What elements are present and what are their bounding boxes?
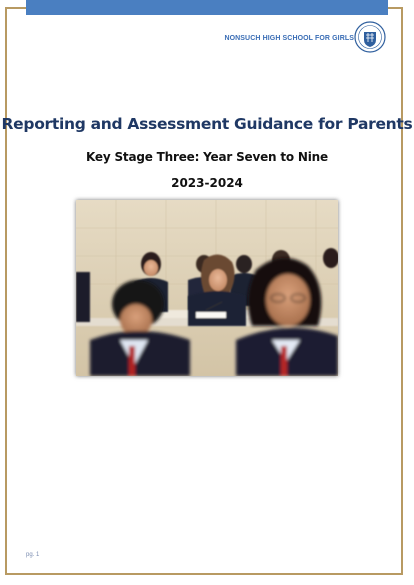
document-year: 2023-2024 — [171, 176, 243, 190]
document-subtitle: Key Stage Three: Year Seven to Nine — [86, 150, 328, 164]
school-name: NONSUCH HIGH SCHOOL FOR GIRLS — [224, 35, 354, 42]
page-number: pg. 1 — [26, 552, 40, 558]
header-band — [26, 0, 388, 15]
school-crest-logo — [354, 21, 386, 53]
classroom-photo — [76, 200, 338, 376]
document-title: Reporting and Assessment Guidance for Parents — [1, 115, 413, 133]
